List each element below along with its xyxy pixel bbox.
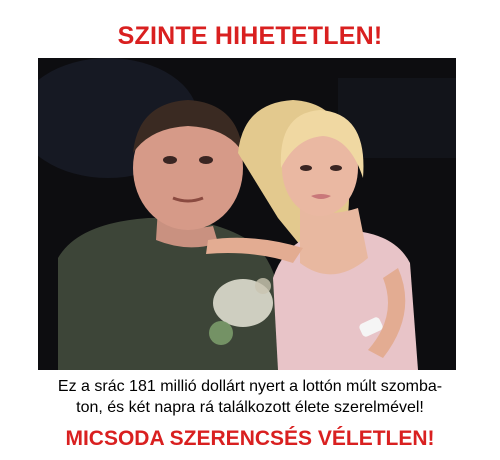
man-left-eye (163, 156, 177, 164)
shirt-print-detail-2 (255, 278, 271, 294)
woman-chest (300, 208, 368, 274)
photo-of-couple (38, 58, 456, 370)
woman-right-eye (330, 165, 342, 171)
shirt-print-detail (209, 321, 233, 345)
punchline: MICSODA SZERENCSÉS VÉLETLEN! (65, 427, 435, 450)
woman-left-eye (300, 165, 312, 171)
caption-line-1: Ez a srác 181 millió dollárt nyert a lottón múlt szomba- (57, 378, 443, 395)
headline: SZINTE HIHETETLEN! (117, 22, 383, 50)
photo-illustration (38, 58, 456, 370)
man-right-eye (199, 156, 213, 164)
caption (0, 376, 500, 418)
caption-line-2: ton, és két napra rá találkozott élete szerelmével! (76, 399, 424, 416)
